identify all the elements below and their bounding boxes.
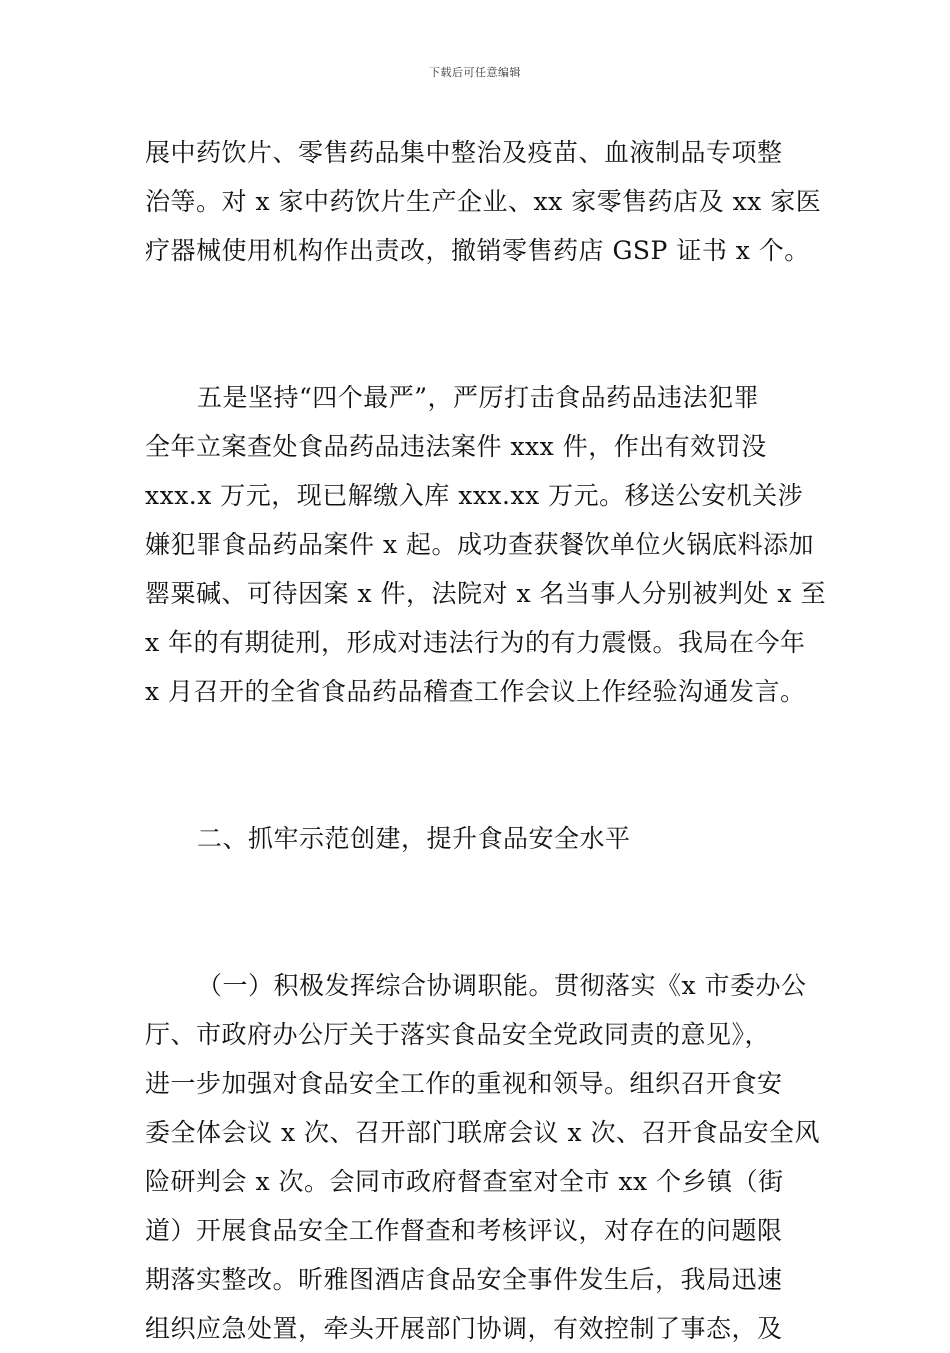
paragraph-enforcement [145, 373, 826, 716]
heading-line: 二、抓牢示范创建，提升食品安全水平 [197, 824, 631, 853]
text-line: 道）开展食品安全工作督查和考核评议，对存在的问题限 [145, 1216, 783, 1245]
text-line: 展中药饮片、零售药品集中整治及疫苗、血液制品专项整 [145, 138, 783, 167]
paragraph-continuation [145, 128, 822, 275]
text-line: 险研判会 x 次。会同市政府督查室对全市 xx 个乡镇（街 [145, 1167, 784, 1196]
document-body [145, 128, 826, 1353]
text-line: 组织应急处置，牵头开展部门协调，有效控制了事态，及 [145, 1314, 783, 1343]
text-line: 厅、市政府办公厅关于落实食品安全党政同责的意见》， [145, 1020, 771, 1049]
paragraph-spacer [145, 863, 815, 912]
text-line: 委全体会议 x 次、召开部门联席会议 x 次、召开食品安全风 [145, 1118, 820, 1147]
text-line: 治等。对 x 家中药饮片生产企业、xx 家零售药店及 xx 家医 [145, 187, 822, 216]
text-line: 嫌犯罪食品药品案件 x 起。成功查获餐饮单位火锅底料添加 [145, 530, 814, 559]
text-line: 五是坚持“四个最严”，严厉打击食品药品违法犯罪 [197, 383, 760, 412]
page-header: 下载后可任意编辑 [429, 66, 521, 79]
text-line: x 月召开的全省食品药品稽查工作会议上作经验沟通发言。 [145, 677, 806, 706]
paragraph-spacer [145, 716, 815, 765]
text-line: 疗器械使用机构作出责改，撤销零售药店 GSP 证书 x 个。 [145, 236, 810, 265]
paragraph-spacer [145, 765, 815, 814]
paragraph-spacer [145, 275, 815, 324]
text-line: 期落实整改。昕雅图酒店食品安全事件发生后，我局迅速 [145, 1265, 783, 1294]
text-line: 全年立案查处食品药品违法案件 xxx 件，作出有效罚没 [145, 432, 767, 461]
text-line: xxx.x 万元，现已解缴入库 xxx.xx 万元。移送公安机关涉 [145, 481, 804, 510]
paragraph-coordination [145, 961, 820, 1353]
paragraph-spacer [145, 324, 815, 373]
section-heading [145, 814, 815, 863]
text-line: （一）积极发挥综合协调职能。贯彻落实《x 市委办公 [197, 971, 807, 1000]
text-line: 进一步加强对食品安全工作的重视和领导。组织召开食安 [145, 1069, 783, 1098]
paragraph-spacer [145, 912, 815, 961]
text-line: 罂粟碱、可待因案 x 件，法院对 x 名当事人分别被判处 x 至 [145, 579, 826, 608]
text-line: x 年的有期徒刑，形成对违法行为的有力震慑。我局在今年 [145, 628, 806, 657]
